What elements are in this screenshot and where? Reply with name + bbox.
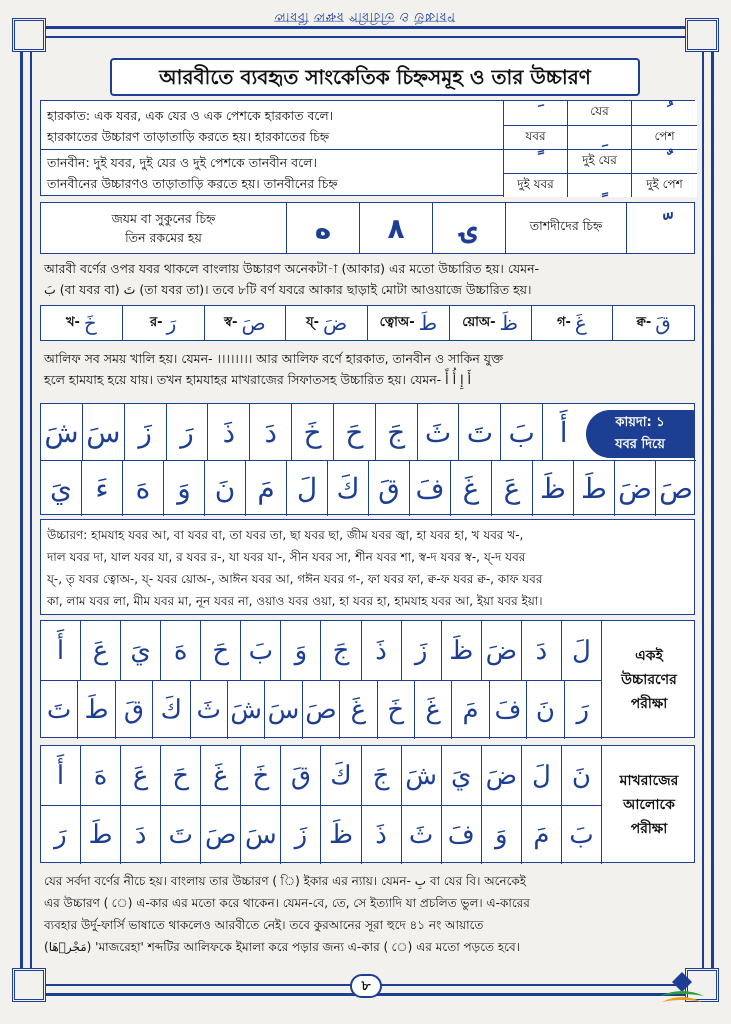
test-row: [41, 680, 601, 739]
test-row: [41, 746, 601, 805]
fatha-letter: جَ: [375, 404, 417, 460]
pronunciation-line: য্-, তৃ যবর ত্বোঅ-, য্- যবর য়োঅ-, আঈন যবর আ, গঈন যবর গ-, ফা যবর ফা, ক্ব-ফ যবর ক্ব-, কাফ যবর: [47, 572, 543, 586]
alif-paragraph: [44, 348, 694, 390]
test-letter: جَ: [320, 621, 360, 680]
heavy-letter-arabic: غَ: [574, 311, 587, 335]
shadda-label: তাশদীদের চিহ্ন: [506, 203, 627, 253]
heavy-letter-arabic: صَ: [241, 311, 266, 335]
frame-corner: [12, 968, 46, 1002]
fatha-letter: سَ: [82, 404, 124, 460]
fatha-letter: مَ: [245, 461, 286, 516]
tanween-line: তানবীন: দুই যবর, দুই যের ও দুই পেশকে তানবীন বলে।: [47, 155, 317, 170]
fatha-letter: هَ: [122, 461, 163, 516]
paragraph-line: এর উচ্চারণ ( ে) এ-কার এর মতো করে থাকেন। যেমন-বে, তে, সে ইত্যাদি যা প্রচলিত ভুল। এ-কারের: [44, 896, 530, 910]
test-letter: ظَ: [320, 806, 360, 864]
test-letter: صَ: [200, 806, 240, 864]
heavy-letter-bangla: ত্বোঅ-: [379, 314, 415, 330]
test-letter: عَ: [80, 621, 120, 680]
test-letter: صَ: [302, 681, 339, 739]
fatha-letter: عَ: [491, 461, 532, 516]
test-letter: حَ: [160, 746, 200, 805]
paragraph-line: ব্যবহার উর্দু-ফার্সি ভাষাতে থাকলেও আরবীতে নেই। তবে কুরআনের সূরা হুদে ৪১ নং আয়াতে: [44, 918, 484, 932]
fatha-letter: ضَ: [614, 461, 655, 516]
page-number: ৮: [350, 974, 382, 998]
test-row: [41, 621, 601, 680]
test-letter: كَ: [320, 746, 360, 805]
two-zabar-label: দুই যবর: [504, 173, 568, 197]
qaida-tag-line: যবর দিয়ে: [615, 437, 665, 452]
zabar-mark: [504, 101, 568, 125]
shadda-mark: [627, 203, 694, 253]
two-zer-label: দুই যের: [568, 149, 632, 173]
sukun-label: [41, 203, 287, 253]
test-letter: ثَ: [190, 681, 227, 739]
test-letter: غَ: [339, 681, 376, 739]
heavy-letter-bangla: স্ব-: [224, 314, 238, 330]
frame-corner: [12, 18, 46, 52]
fatha-letter: تَ: [458, 404, 500, 460]
test-label-line: একই: [635, 648, 663, 664]
test-letter: ظَ: [441, 621, 481, 680]
test-letter: غَ: [414, 681, 451, 739]
test-letter: فَ: [489, 681, 526, 739]
test-letter: خَ: [377, 681, 414, 739]
test-letter: وَ: [280, 621, 320, 680]
paragraph-line: হলে হামযাহ হয়ে যায়। তখন হামযাহর মাখরাজের সিফাতসহ উচ্চারিত হয়। যেমন- أَ إِ أُ أً: [44, 372, 471, 387]
makhraj-test: [40, 745, 695, 863]
tanween-line: তানবীনের উচ্চারণও তাড়াতাড়ি করতে হয়। তানবীনের চিহ্ন: [47, 176, 338, 191]
heavy-letter-bangla: য্-: [306, 314, 319, 330]
sukun-shadda-row: [40, 202, 695, 254]
test-letter: سَ: [264, 681, 301, 739]
test-letter: لَ: [521, 746, 561, 805]
pronunciation-box: [40, 519, 695, 615]
test-letter: شَ: [227, 681, 264, 739]
fatha-letter: صَ: [655, 461, 696, 516]
fatha-letter: ظَ: [532, 461, 573, 516]
heavy-letter-cell: [368, 306, 450, 340]
two-zabar-mark: [504, 149, 568, 173]
fatha-letter: ثَ: [417, 404, 459, 460]
test-letter: هَ: [80, 746, 120, 805]
heavy-letter-cell: [613, 306, 694, 340]
qaida-1-grid: [40, 403, 695, 515]
tanween-text: [47, 152, 502, 194]
test-letter: دَ: [521, 621, 561, 680]
fatha-letter: ذَ: [207, 404, 249, 460]
heavy-letter-cell: [205, 306, 287, 340]
zer-label: যের: [568, 101, 632, 125]
fatha-row: [41, 460, 696, 516]
test-letter: زَ: [401, 621, 441, 680]
paragraph-line: بَ (বা যবর বা) تَ (তা যবর তা)। তবে ৮টি বর্ণ যবরে আকার ছাড়াই মোটা আওয়াজে উচ্চারিত হয়।: [44, 282, 532, 297]
mirrored-header-strip: আরবী অক্ষর পরিচিতি ও উচ্চারণ: [274, 9, 456, 24]
fatha-letter: خَ: [291, 404, 333, 460]
two-pesh-mark: [632, 149, 697, 173]
pronunciation-line: দাল যবর দা, যাল যবর যা, র যবর র-, যা যবর যা-, সীন যবর সা, শীন যবর শা, স্ব-দ যবর স্ব-, য্-দ যবর: [47, 550, 526, 564]
test-letter: جَ: [361, 746, 401, 805]
test-letter: رَ: [564, 681, 601, 739]
paragraph-line: (مَجْرٖهَا) 'মাজরেহা' শব্দটির আলিফকে ইমালা করে পড়ার জন্য এ-কার ( ে) এর মতো পড়তে হবে।: [44, 940, 520, 954]
test-letter: غَ: [200, 746, 240, 805]
test-letter: أَ: [56, 760, 65, 791]
fatha-letter: يَ: [50, 472, 72, 505]
paragraph-line: যের সর্বদা বর্ণের নীচে হয়। বাংলায় তার উচ্চারণ ( ি) ইকার এর ন্যায়। যেমন- بِ বা যের বি। অনেকেই: [44, 874, 527, 888]
heavy-letter-cell: [450, 306, 532, 340]
test-letter: لَ: [561, 621, 601, 680]
test-letter: زَ: [280, 806, 320, 864]
two-pesh-label: দুই পেশ: [632, 173, 697, 197]
heavy-letter-arabic: رَ: [166, 311, 177, 335]
heavy-letter-arabic: ضَ: [322, 311, 348, 335]
test-row: [41, 805, 601, 864]
fatha-letter: طَ: [573, 461, 614, 516]
pronunciation-line: কা, লাম যবর লা, মীম যবর মা, নূন যবর না, ওয়াও যবর ওয়া, হা যবর হা, হামযাহ যবর আ, ইয়া যবর ইয়া।: [47, 594, 543, 608]
fatha-letter: دَ: [249, 404, 291, 460]
qaida-tag-line: কায়দা: ১: [615, 415, 665, 430]
test-letter: تَ: [46, 695, 72, 725]
test-letter: ذَ: [361, 621, 401, 680]
test-letter: شَ: [401, 746, 441, 805]
paragraph-line: আলিফ সব সময় খালি হয়। যেমন- ।।।।।।।। আর আলিফ বর্ণে হারকাত, তানবীন ও সাকিন যুক্ত: [44, 351, 504, 366]
test-letter: طَ: [77, 681, 114, 739]
zer-paragraph: [44, 870, 694, 958]
test-letter: قَ: [280, 746, 320, 805]
fatha-letter: غَ: [450, 461, 491, 516]
test-letter: يَ: [441, 746, 481, 805]
publisher-logo-icon: [656, 968, 708, 1008]
test-letter: سَ: [240, 806, 280, 864]
sukun-label-line: জযম বা সুকুনের চিহ্ন: [111, 211, 216, 226]
two-zer-mark: [568, 173, 632, 197]
same-pronunciation-test: [40, 620, 695, 738]
fatha-letter: كَ: [327, 461, 368, 516]
test-label-line: মাখরাজের: [619, 773, 679, 789]
zer-mark: [568, 125, 632, 149]
heavy-letter-bangla: য়োঅ-: [462, 314, 496, 330]
test-letter: عَ: [120, 746, 160, 805]
test-letter: طَ: [80, 806, 120, 864]
test-letter: بَ: [240, 621, 280, 680]
test-letter: هَ: [160, 621, 200, 680]
test-letter: بَ: [561, 806, 601, 864]
test-letter: أَ: [56, 635, 65, 666]
test-label-line: পরীক্ষা: [630, 696, 668, 712]
test-letter: دَ: [120, 806, 160, 864]
sukun-mark: ۸: [360, 203, 433, 253]
heavy-letter-arabic: خَ: [83, 311, 97, 335]
fatha-letter: زَ: [124, 404, 166, 460]
heavy-letter-bangla: ক্ব-: [636, 314, 652, 330]
zabar-label: যবর: [504, 125, 568, 149]
test-letter: خَ: [240, 746, 280, 805]
test-letter: ذَ: [361, 806, 401, 864]
fatha-letter: قَ: [368, 461, 409, 516]
page-title: আরবীতে ব্যবহৃত সাংকেতিক চিহ্নসমূহ ও তার উচ্চারণ: [110, 58, 640, 96]
fatha-letter: رَ: [166, 404, 208, 460]
fatha-letter: نَ: [204, 461, 245, 516]
test-letter: يَ: [120, 621, 160, 680]
heavy-letter-cell: [532, 306, 614, 340]
paragraph-line: আরবী বর্ণের ওপর যবর থাকলে বাংলায় উচ্চারণ অনেকটা-া (আকার) এর মতো উচ্চারিত হয়। যেমন-: [44, 261, 540, 276]
heavy-letters-row: [40, 305, 695, 341]
frame-corner: [685, 18, 719, 52]
harakat-block: [40, 100, 695, 196]
heavy-letter-arabic: طَ: [418, 311, 438, 335]
test-letter: رَ: [54, 820, 67, 850]
test-letter: ضَ: [481, 621, 521, 680]
heavy-letter-cell: [286, 306, 368, 340]
sukun-mark: ۍ: [433, 203, 506, 253]
test-letter: فَ: [441, 806, 481, 864]
sukun-mark: ه: [287, 203, 360, 253]
test-letter: ضَ: [481, 746, 521, 805]
test-letter: مَ: [521, 806, 561, 864]
fatha-letter: حَ: [333, 404, 375, 460]
heavy-letter-bangla: গ-: [556, 314, 571, 330]
fatha-letter: لَ: [286, 461, 327, 516]
pronunciation-line: উচ্চারণ: হামযাহ যবর আ, বা যবর বা, তা যবর তা, ছা যবর ছা, জীম যবর জ্বা, হা যবর হা, খ যবর খ-,: [47, 528, 524, 542]
zabar-paragraph: [44, 258, 694, 300]
test-label-line: পরীক্ষা: [630, 821, 668, 837]
fatha-letter: أَ: [542, 404, 584, 460]
test-label-line: আলোকে: [623, 797, 675, 813]
heavy-letter-cell: [123, 306, 205, 340]
sukun-label-line: তিন রকমের হয়: [125, 230, 202, 245]
heavy-letter-arabic: ظَ: [499, 311, 519, 335]
pesh-mark: [632, 101, 697, 125]
test-letter: نَ: [526, 681, 563, 739]
test-letter: نَ: [561, 746, 601, 805]
test-letter: وَ: [481, 806, 521, 864]
test-letter: ثَ: [401, 806, 441, 864]
heavy-letter-bangla: র-: [150, 314, 163, 330]
test-letter: حَ: [200, 621, 240, 680]
harakat-line: হারকাত: এক যবর, এক যের ও এক পেশকে হারকাত বলে।: [47, 108, 334, 123]
marks-grid: [503, 101, 696, 197]
test-letter: قَ: [115, 681, 152, 739]
heavy-letter-bangla: খ-: [65, 314, 80, 330]
harakat-line: হারকাতের উচ্চারণ তাড়াতাড়ি করতে হয়। হারকাতের চিহ্ন: [47, 129, 330, 144]
fatha-letter: بَ: [500, 404, 542, 460]
same-pronunciation-label: [601, 621, 696, 739]
fatha-letter: شَ: [44, 415, 79, 449]
test-label-line: উচ্চারণের: [621, 672, 677, 688]
harakat-text: [47, 105, 502, 147]
makhraj-label: [601, 746, 696, 864]
heavy-letter-arabic: قَ: [655, 311, 671, 335]
test-letter: مَ: [451, 681, 488, 739]
fatha-letter: ءَ: [81, 461, 122, 516]
fatha-letter: فَ: [409, 461, 450, 516]
pesh-label: পেশ: [632, 125, 697, 149]
test-letter: تَ: [160, 806, 200, 864]
test-letter: كَ: [152, 681, 189, 739]
heavy-letter-cell: [41, 306, 123, 340]
qaida-tag: [586, 410, 694, 458]
fatha-letter: وَ: [163, 461, 204, 516]
